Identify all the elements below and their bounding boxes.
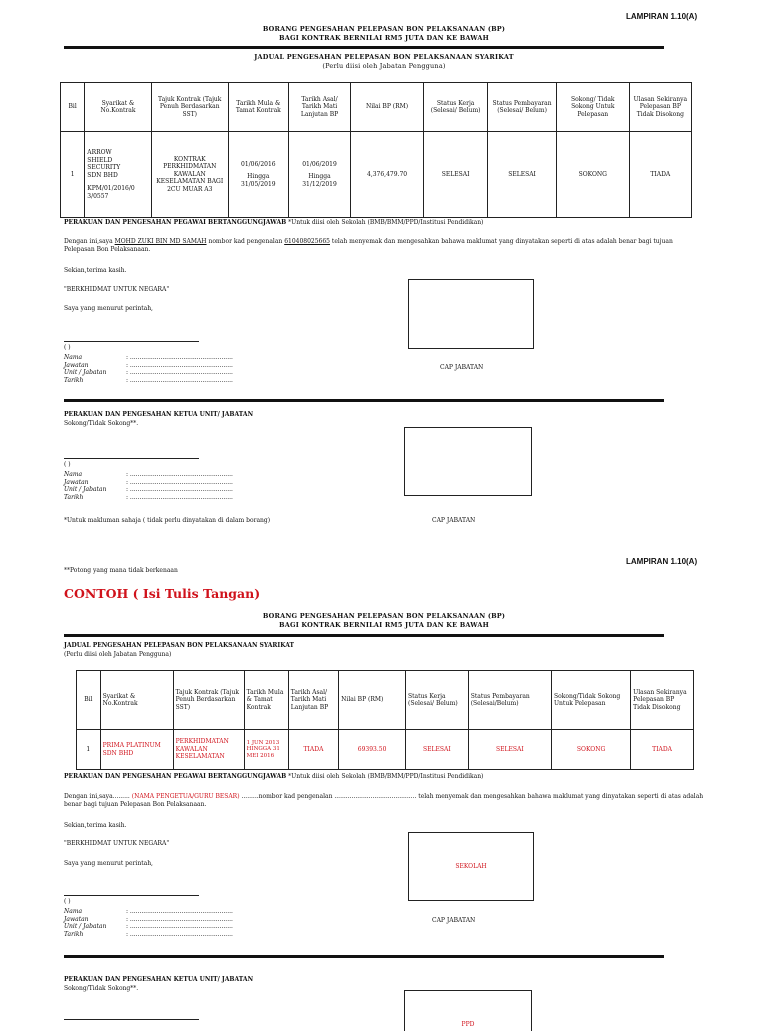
cell-ulasan: TIADA: [629, 132, 691, 218]
stamp-box: [404, 990, 532, 1031]
section-title: JADUAL PENGESAHAN PELEPASAN BON PELAKSANAAN SYARIKAT: [254, 53, 514, 61]
cap-jabatan-label: CAP JABATAN: [432, 517, 476, 524]
field-label: Nama: [64, 908, 83, 915]
ic-number: 610408025665: [284, 238, 330, 245]
field-value: : ......................................................: [126, 376, 233, 384]
section-title: JADUAL PENGESAHAN PELEPASAN BON PELAKSANAAN SYARIKAT: [64, 642, 294, 649]
stamp-box: [404, 427, 532, 496]
cell-asal: TIADA: [288, 730, 338, 770]
sekian-text: Sekian,terima kasih.: [64, 822, 127, 829]
stamp-box: [408, 832, 534, 901]
bp-start-date: 01/06/2019: [302, 160, 337, 168]
col-header: Tajuk Kontrak (Tajuk Penuh Berdasarkan SST): [173, 671, 244, 730]
field-value: : ......................................................: [126, 369, 233, 376]
contract-number: KPM/01/2016/03/0557: [87, 185, 135, 200]
col-header: Ulasan Sekiranya Pelepasan BP Tidak Disokong: [631, 671, 694, 730]
table-row: [61, 132, 692, 218]
officer-name: MOHD ZUKI BIN MD SAMAH: [114, 238, 207, 245]
name-bracket: ( ): [64, 461, 71, 468]
cell-bil: 1: [77, 730, 101, 770]
name-bracket: ( ): [64, 344, 71, 351]
table-header-row: [61, 83, 692, 132]
cell-nilai: 69393.50: [339, 730, 406, 770]
bp-end-date: 31/12/2019: [302, 180, 337, 188]
col-header: Ulasan Sekiranya Pelepasan BP Tidak Disokong: [629, 83, 691, 132]
table-row: [77, 730, 694, 770]
col-header: Bil: [77, 671, 101, 730]
ketua-title: PERAKUAN DAN PENGESAHAN KETUA UNIT/ JABATAN: [64, 411, 254, 418]
berkhidmat-text: "BERKHIDMAT UNTUK NEGARA": [64, 286, 170, 293]
cell-bayaran: SELESAI: [488, 132, 557, 218]
divider: [64, 399, 664, 402]
footnote-makluman: *Untuk makluman sahaja ( tidak perlu dinyatakan di dalam borang): [64, 517, 271, 524]
form-subtitle: BAGI KONTRAK BERNILAI RM5 JUTA DAN KE BAWAH: [279, 621, 489, 629]
company-name: ARROW SHIELD SECURITY SDN BHD: [87, 149, 121, 179]
cell-nilai: 4,376,479.70: [351, 132, 424, 218]
cell-tajuk: KONTRAK PERKHIDMATAN KAWALAN KESELAMATAN BAGI 2CU MUAR A3: [151, 132, 228, 218]
divider: [64, 634, 664, 637]
perakuan-title: PERAKUAN DAN PENGESAHAN PEGAWAI BERTANGGUNGJAWAB: [64, 773, 287, 780]
col-header: Status Pembayaran (Selesai/Belum): [468, 671, 551, 730]
cell-sokong: SOKONG: [556, 132, 629, 218]
cell-syarikat: PRIMA PLATINUM SDN BHD: [100, 730, 173, 770]
field-label: Jawatan: [64, 915, 89, 923]
officer-fields: [64, 354, 233, 384]
decl-pre: Dengan ini,saya.........: [64, 793, 130, 800]
cell-tajuk: PERKHIDMATAN KAWALAN KESELAMATAN: [173, 730, 244, 770]
section-subtitle: (Perlu diisi oleh Jabatan Pengguna): [322, 62, 446, 70]
end-date: 31/05/2019: [241, 180, 276, 188]
field-value: : ......................................................: [126, 915, 233, 923]
table-header-row: [77, 671, 694, 730]
stamp-box: [408, 279, 534, 349]
field-label: Jawatan: [64, 361, 89, 369]
bond-table: [76, 670, 694, 770]
berkhidmat-text: "BERKHIDMAT UNTUK NEGARA": [64, 840, 170, 847]
field-value: : ......................................................: [126, 478, 233, 486]
col-header: Sokong/Tidak Sokong Untuk Pelepasan: [552, 671, 631, 730]
cell-bayaran: SELESAI: [468, 730, 551, 770]
sokong-tidak-text: Sokong/Tidak Sokong**.: [64, 420, 139, 427]
cell-kerja: SELESAI: [423, 132, 487, 218]
field-value: : ......................................................: [126, 908, 233, 915]
signature-line: [64, 895, 199, 896]
saya-text: Saya yang menurut perintah,: [64, 305, 153, 312]
decl-post: telah menyemak dan mengesahkan bahawa maklumat yang dinyatakan seperti di atas adalah benar bagi tujuan Pelepasan Bon Pelaksanaan.: [64, 793, 704, 808]
field-value: : ......................................................: [126, 493, 233, 501]
col-header: Syarikat & No.Kontrak: [100, 671, 173, 730]
sokong-tidak-text: Sokong/Tidak Sokong**.: [64, 985, 139, 992]
lampiran-label: LAMPIRAN 1.10(A): [626, 12, 698, 21]
ketua-title: PERAKUAN DAN PENGESAHAN KETUA UNIT/ JABATAN: [64, 976, 254, 983]
decl-pre: Dengan ini,saya: [64, 238, 113, 245]
cell-asal: [288, 132, 350, 218]
col-header: Tarikh Mula & Tamat Kontrak: [244, 671, 288, 730]
col-header: Status Pembayaran (Selesai/ Belum): [488, 83, 557, 132]
field-label: Unit / Jabatan: [64, 486, 107, 493]
start-date: 01/06/2016: [241, 160, 276, 168]
field-label: Tarikh: [64, 376, 84, 384]
cell-sokong: SOKONG: [552, 730, 631, 770]
ketua-fields: [64, 471, 233, 501]
cell-bil: 1: [61, 132, 85, 218]
col-header: Tarikh Mula & Tamat Kontrak: [228, 83, 288, 132]
field-label: Unit / Jabatan: [64, 923, 107, 930]
field-label: Unit / Jabatan: [64, 369, 107, 376]
form-subtitle: BAGI KONTRAK BERNILAI RM5 JUTA DAN KE BAWAH: [279, 34, 489, 42]
cell-ulasan: TIADA: [631, 730, 694, 770]
field-value: : ......................................................: [126, 486, 233, 493]
sekian-text: Sekian,terima kasih.: [64, 267, 127, 274]
contoh-heading: CONTOH ( Isi Tulis Tangan): [64, 586, 261, 601]
bond-table: [60, 82, 692, 218]
perakuan-note: *Untuk diisi oleh Sekolah (BMB/BMM/PPD/Institusi Pendidikan): [288, 219, 484, 226]
cell-tarikh: [228, 132, 288, 218]
perakuan-heading: [64, 773, 704, 781]
cell-kerja: SELESAI: [406, 730, 469, 770]
until-text: Hingga: [247, 173, 270, 181]
officer-name: (NAMA PENGETUA/GURU BESAR): [131, 793, 240, 800]
field-label: Tarikh: [64, 930, 84, 938]
field-label: Tarikh: [64, 493, 84, 501]
form-title: BORANG PENGESAHAN PELEPASAN BON PELAKSANAAN (BP): [262, 612, 506, 620]
signature-line: [64, 458, 199, 459]
stamp-sekolah: SEKOLAH: [455, 863, 487, 870]
col-header: Syarikat & No.Kontrak: [85, 83, 151, 132]
col-header: Bil: [61, 83, 85, 132]
perakuan-title: PERAKUAN DAN PENGESAHAN PEGAWAI BERTANGGUNGJAWAB: [64, 219, 287, 226]
divider: [64, 46, 664, 49]
form-title: BORANG PENGESAHAN PELEPASAN BON PELAKSANAAN (BP): [262, 25, 506, 33]
field-value: : ......................................................: [126, 923, 233, 930]
signature-line: [64, 1019, 199, 1020]
cell-tarikh: 1 JUN 2013 HINGGA 31 MEI 2016: [244, 730, 288, 770]
col-header: Status Kerja (Selesai/ Belum): [423, 83, 487, 132]
declaration: [64, 793, 704, 809]
cell-syarikat: [85, 132, 151, 218]
col-header: Tarikh Asal/ Tarikh Mati Lanjutan BP: [288, 671, 338, 730]
saya-text: Saya yang menurut perintah,: [64, 860, 153, 867]
col-header: Status Kerja (Selesai/ Belum): [406, 671, 469, 730]
col-header: Nilai BP (RM): [351, 83, 424, 132]
field-label: Jawatan: [64, 478, 89, 486]
decl-mid: nombor kad pengenalan: [208, 238, 283, 245]
col-header: Tajuk Kontrak (Tajuk Penuh Berdasarkan SST): [151, 83, 228, 132]
divider: [64, 955, 664, 958]
field-value: : ......................................................: [126, 930, 233, 938]
col-header: Sokong/ Tidak Sokong Untuk Pelepasan: [556, 83, 629, 132]
declaration: [64, 238, 704, 254]
perakuan-note: *Untuk diisi oleh Sekolah (BMB/BMM/PPD/Institusi Pendidikan): [288, 773, 484, 780]
stamp-ppd: PPD: [461, 1021, 475, 1028]
perakuan-heading: [64, 219, 704, 227]
decl-post: telah menyemak dan mengesahkan bahawa maklumat yang dinyatakan seperti di atas adalah benar bagi tujuan Pelepasan Bon Pelaksanaan.: [64, 238, 673, 253]
section-subtitle: (Perlu diisi oleh Jabatan Pengguna): [64, 651, 172, 658]
field-value: : ......................................................: [126, 361, 233, 369]
field-label: Nama: [64, 354, 83, 361]
col-header: Nilai BP (RM): [339, 671, 406, 730]
cap-jabatan-label: CAP JABATAN: [432, 917, 476, 924]
officer-fields: [64, 908, 233, 938]
cap-jabatan-label: CAP JABATAN: [440, 364, 484, 371]
footnote-potong: **Potong yang mana tidak berkenaan: [64, 567, 178, 574]
name-bracket: ( ): [64, 898, 71, 905]
until-text: Hingga: [308, 173, 331, 181]
decl-mid: .........nombor kad pengenalan ...........................................: [241, 793, 417, 800]
col-header: Tarikh Asal/ Tarikh Mati Lanjutan BP: [288, 83, 350, 132]
signature-line: [64, 341, 199, 342]
lampiran-label: LAMPIRAN 1.10(A): [626, 557, 698, 566]
field-value: : ......................................................: [126, 354, 233, 361]
field-value: : ......................................................: [126, 471, 233, 478]
field-label: Nama: [64, 471, 83, 478]
